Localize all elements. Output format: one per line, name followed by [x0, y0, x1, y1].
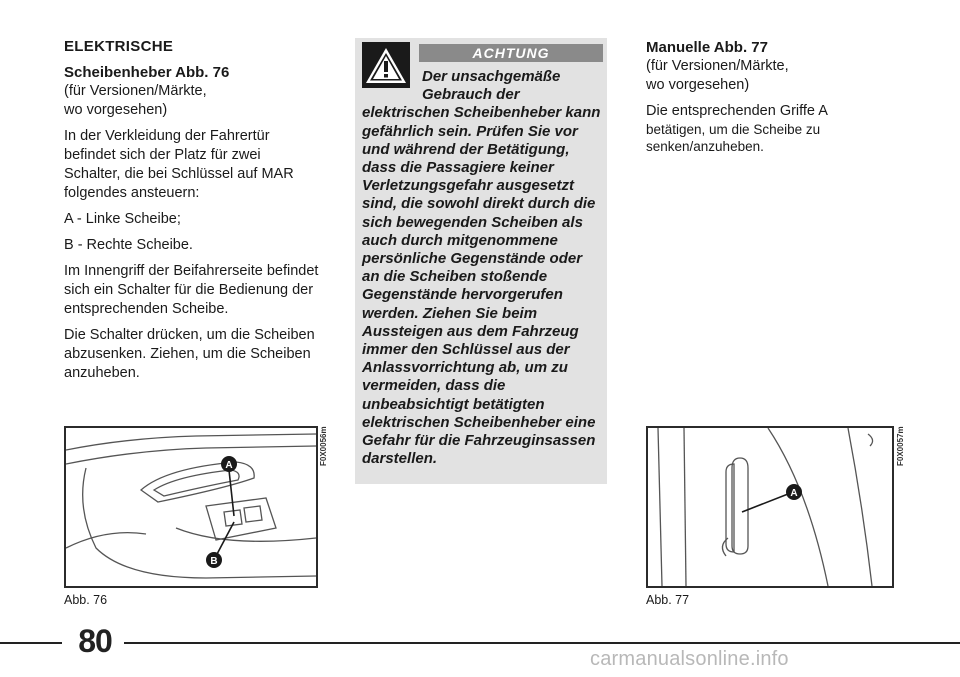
list-item-a: A - Linke Scheibe; [64, 211, 181, 227]
warning-text [362, 68, 602, 468]
figure-76 [64, 426, 318, 588]
footer-rule-right [124, 642, 960, 644]
fig76-label-b: B [210, 556, 218, 567]
window-crank-illustration [648, 428, 892, 586]
section-heading: ELEKTRISCHE [64, 38, 174, 55]
manual-note-line2: wo vorgesehen) [646, 77, 750, 93]
warning-box [355, 38, 607, 484]
fig77-caption: Abb. 77 [646, 593, 690, 607]
fig76-code: F0X0056m [319, 426, 328, 466]
fig76-label-a: A [225, 460, 233, 471]
left-column [64, 38, 319, 390]
list-item-b: B - Rechte Scheibe. [64, 237, 193, 253]
fig76-caption: Abb. 76 [64, 593, 108, 607]
paragraph-door-switches: In der Verkleidung der Fahrertür befindet sich der Platz für zwei Schalter, die bei Schlüssel auf MAR folgendes ansteuern: [64, 128, 294, 201]
right-column [646, 38, 906, 162]
fig77-label-a: A [790, 488, 798, 499]
subsection-heading: Scheibenheber Abb. 76 [64, 64, 230, 81]
version-note-line1: (für Versionen/Märkte, [64, 83, 207, 99]
paragraph-operation: Die Schalter drücken, um die Scheiben abzusenken. Ziehen, um die Scheiben anzuheben. [64, 327, 315, 381]
paragraph-passenger-switch: Im Innengriff der Beifahrerseite befindet sich ein Schalter für die Bedienung der entsprechenden Scheibe. [64, 263, 319, 317]
footer-rule-left [0, 642, 62, 644]
figure-77 [646, 426, 894, 588]
manual-note-line1: (für Versionen/Märkte, [646, 58, 789, 74]
warning-text-line2: Gebrauch der [422, 86, 520, 104]
door-panel-illustration [66, 428, 316, 586]
warning-text-body: elektrischen Scheibenheber kann gefährlich sein. Prüfen Sie vor und während der Betätigung, dass die Passagiere keiner Verletzungsgefahr ausgesetzt sind, die sowohl direkt durch die sich bewegenden Scheiben als auch durch mitgenommene persönliche Gegenstände oder an die Scheiben stoßende Gegenstände hervorgerufen werden. Ziehen Sie beim Aussteigen aus dem Fahrzeug immer den Schlüssel aus der Anlassvorrichtung ab, um zu vermeiden, dass die unbeabsichtigt betätigten elektrischen Scheibenheber eine Gefahr für die Fahrzeuginsassen darstellen. [362, 104, 601, 468]
page-number: 80 [78, 623, 112, 659]
manual-paragraph-rest: betätigen, um die Scheibe zu senken/anzuheben. [646, 122, 821, 154]
manual-heading: Manuelle Abb. 77 [646, 39, 768, 56]
version-note-line2: wo vorgesehen) [64, 102, 168, 118]
warning-text-line1: Der unsachgemäße [422, 68, 561, 85]
watermark: carmanualsonline.info [590, 648, 789, 670]
manual-paragraph-line1: Die entsprechenden Griffe A [646, 103, 828, 119]
fig77-code: F0X0057m [896, 426, 905, 466]
warning-label: ACHTUNG [419, 44, 603, 62]
